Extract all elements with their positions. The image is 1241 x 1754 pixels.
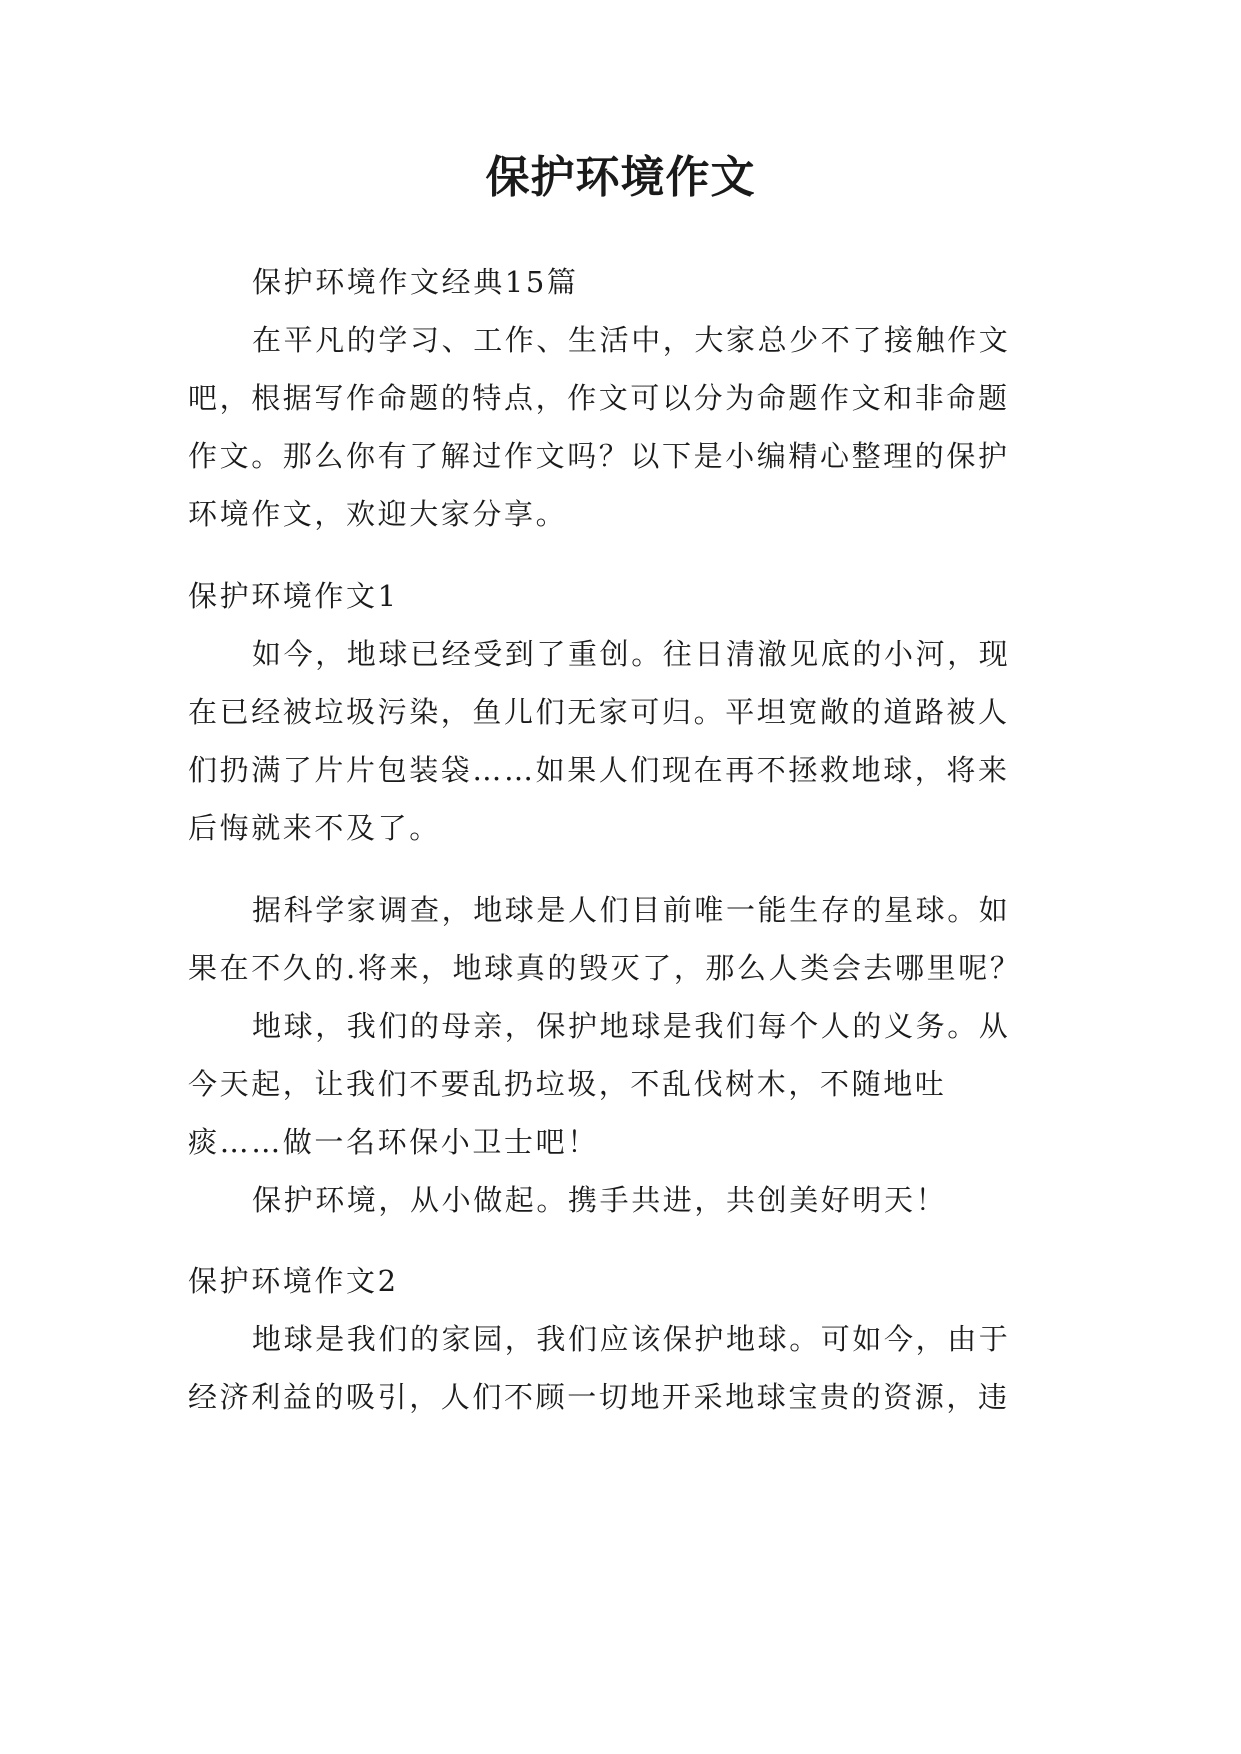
paragraph-line: 据科学家调查，地球是人们目前唯一能生存的星球。如	[252, 893, 1011, 927]
paragraph-line: 经济利益的吸引，人们不顾一切地开采地球宝贵的资源，违	[188, 1380, 1010, 1414]
paragraph-line: 保护环境，从小做起。携手共进，共创美好明天！	[252, 1183, 948, 1217]
paragraph-line: 痰……做一名环保小卫士吧！	[188, 1125, 599, 1159]
paragraph-line: 地球是我们的家园，我们应该保护地球。可如今，由于	[252, 1322, 1011, 1356]
paragraph-line: 今天起，让我们不要乱扔垃圾，不乱伐树木，不随地吐	[188, 1067, 947, 1101]
essay-1-continued	[188, 881, 1052, 1229]
intro-heading: 保护环境作文经典15篇	[252, 265, 579, 299]
paragraph-line: 地球，我们的母亲，保护地球是我们每个人的义务。从	[252, 1009, 1011, 1043]
essay-heading: 保护环境作文2	[188, 1264, 399, 1298]
document-title: 保护环境作文	[485, 152, 756, 203]
intro-line: 吧，根据写作命题的特点，作文可以分为命题作文和非命题	[188, 381, 1010, 415]
intro-section	[188, 253, 1052, 543]
essay-1-section	[188, 567, 1052, 857]
intro-line: 环境作文，欢迎大家分享。	[188, 497, 568, 531]
intro-line: 在平凡的学习、工作、生活中，大家总少不了接触作文	[252, 323, 1011, 357]
paragraph-line: 在已经被垃圾污染，鱼儿们无家可归。平坦宽敞的道路被人	[188, 695, 1010, 729]
paragraph-line: 如今，地球已经受到了重创。往日清澈见底的小河，现	[252, 637, 1011, 671]
intro-line: 作文。那么你有了解过作文吗？以下是小编精心整理的保护	[188, 439, 1010, 473]
essay-2-section	[188, 1252, 1052, 1426]
paragraph-line: 果在不久的.将来，地球真的毁灭了，那么人类会去哪里呢？	[188, 951, 1022, 985]
paragraph-line: 后悔就来不及了。	[188, 811, 441, 845]
paragraph-line: 们扔满了片片包装袋……如果人们现在再不拯救地球，将来	[188, 753, 1010, 787]
essay-heading: 保护环境作文1	[188, 579, 399, 613]
